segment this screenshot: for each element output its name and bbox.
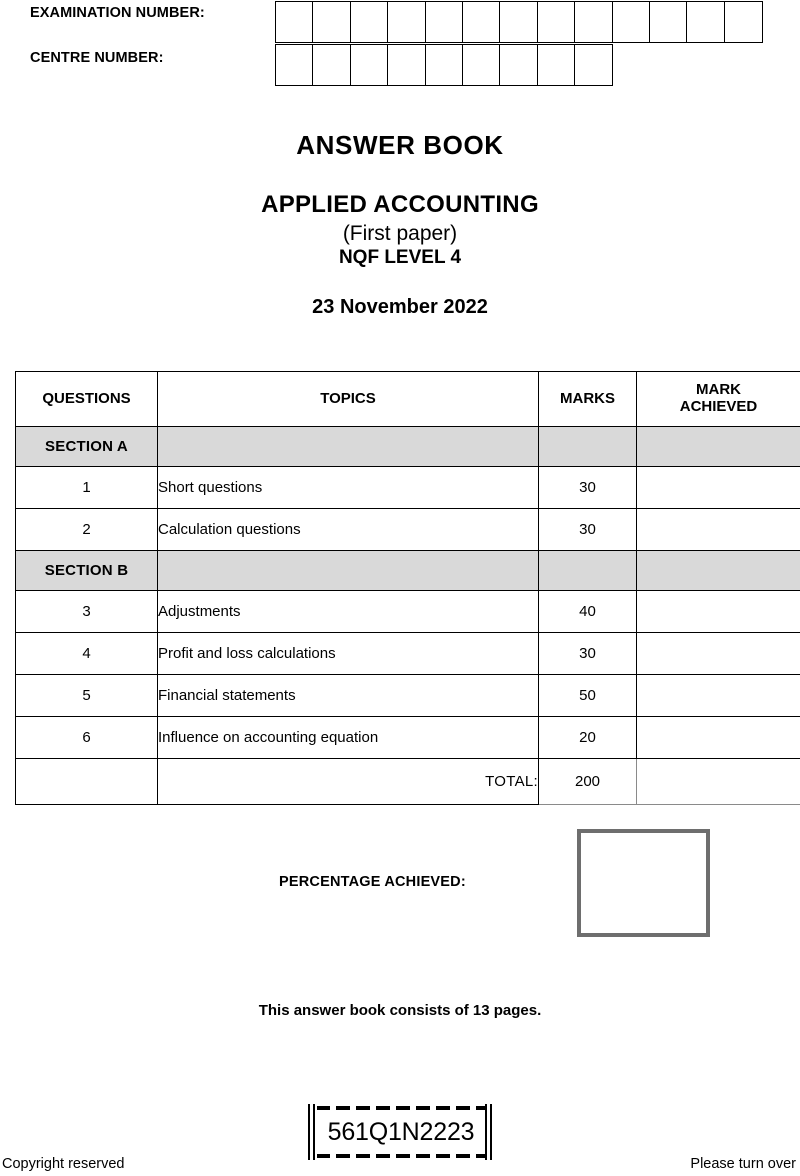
marks-value — [539, 427, 637, 467]
mark-achieved-cell[interactable] — [637, 633, 800, 675]
turn-over-notice: Please turn over — [690, 1156, 796, 1172]
header-mark-achieved-line1: MARK — [696, 381, 741, 399]
percentage-achieved-label: PERCENTAGE ACHIEVED: — [279, 874, 466, 890]
examination-number-cell[interactable] — [350, 1, 389, 43]
mark-achieved-cell[interactable] — [637, 427, 800, 467]
examination-number-cell[interactable] — [499, 1, 538, 43]
nqf-level-label: NQF LEVEL 4 — [338, 246, 462, 268]
section-label: SECTION A — [16, 427, 158, 467]
page-footer — [0, 1150, 800, 1172]
topic-label: Short questions — [158, 467, 539, 509]
centre-number-cell[interactable] — [350, 44, 389, 86]
barcode-top-dashes — [316, 1106, 486, 1110]
mark-achieved-cell[interactable] — [637, 717, 800, 759]
centre-number-cell[interactable] — [499, 44, 538, 86]
marks-value — [539, 551, 637, 591]
centre-number-label: CENTRE NUMBER: — [30, 50, 164, 66]
section-header-row — [16, 427, 800, 467]
paper-subtitle: (First paper) — [342, 221, 458, 245]
table-row — [16, 633, 800, 675]
total-label: TOTAL: — [158, 759, 539, 805]
examination-number-cell[interactable] — [387, 1, 426, 43]
topic-label: Calculation questions — [158, 509, 539, 551]
marks-value: 50 — [539, 675, 637, 717]
total-empty-cell — [16, 759, 158, 805]
marks-value: 30 — [539, 633, 637, 675]
table-row — [16, 717, 800, 759]
header-mark-achieved — [637, 372, 800, 427]
centre-number-cell[interactable] — [462, 44, 501, 86]
barcode-code-text: 561Q1N2223 — [322, 1112, 480, 1152]
examination-number-cell[interactable] — [312, 1, 351, 43]
examination-number-cell[interactable] — [574, 1, 613, 43]
total-achieved-cell[interactable] — [637, 759, 800, 805]
table-row — [16, 467, 800, 509]
examination-number-cell[interactable] — [275, 1, 314, 43]
marks-value: 30 — [539, 509, 637, 551]
percentage-achieved-block — [0, 829, 800, 939]
section-label: SECTION B — [16, 551, 158, 591]
mark-achieved-cell[interactable] — [637, 509, 800, 551]
examination-number-cell[interactable] — [612, 1, 651, 43]
question-number: 1 — [16, 467, 158, 509]
total-marks-value: 200 — [539, 759, 637, 805]
mark-achieved-cell[interactable] — [637, 675, 800, 717]
topic-label: Financial statements — [158, 675, 539, 717]
exam-date: 23 November 2022 — [312, 295, 488, 318]
centre-number-cell[interactable] — [537, 44, 576, 86]
examination-number-boxes[interactable] — [275, 1, 761, 43]
examination-number-cell[interactable] — [686, 1, 725, 43]
centre-number-boxes[interactable] — [275, 44, 612, 86]
topic-label: Influence on accounting equation — [158, 717, 539, 759]
header-marks: MARKS — [539, 372, 637, 427]
section-header-row — [16, 551, 800, 591]
examination-number-cell[interactable] — [724, 1, 763, 43]
table-row — [16, 509, 800, 551]
answer-book-title: ANSWER BOOK — [296, 130, 504, 160]
centre-number-cell[interactable] — [387, 44, 426, 86]
marks-value: 20 — [539, 717, 637, 759]
copyright-notice: Copyright reserved — [2, 1156, 125, 1172]
examination-number-cell[interactable] — [462, 1, 501, 43]
header-mark-achieved-line2: ACHIEVED — [679, 398, 758, 415]
header-topics: TOPICS — [158, 372, 539, 427]
centre-number-cell[interactable] — [275, 44, 314, 86]
question-number: 6 — [16, 717, 158, 759]
table-row — [16, 591, 800, 633]
mark-achieved-cell[interactable] — [637, 467, 800, 509]
topic-label: Adjustments — [158, 591, 539, 633]
question-number: 5 — [16, 675, 158, 717]
mark-achieved-cell[interactable] — [637, 591, 800, 633]
subject-title: APPLIED ACCOUNTING — [261, 191, 539, 218]
identification-block — [0, 0, 800, 100]
pages-count-note: This answer book consists of 13 pages. — [258, 1002, 542, 1019]
percentage-achieved-box[interactable] — [577, 829, 710, 937]
topic-label — [158, 427, 539, 467]
table-header-row — [16, 372, 800, 427]
centre-number-cell[interactable] — [312, 44, 351, 86]
examination-number-cell[interactable] — [649, 1, 688, 43]
examination-number-label: EXAMINATION NUMBER: — [30, 5, 205, 21]
total-row — [16, 759, 800, 805]
question-number: 2 — [16, 509, 158, 551]
marks-value: 40 — [539, 591, 637, 633]
question-number: 3 — [16, 591, 158, 633]
marks-summary-table — [15, 371, 800, 805]
centre-number-cell[interactable] — [425, 44, 464, 86]
examination-number-cell[interactable] — [425, 1, 464, 43]
header-questions: QUESTIONS — [16, 372, 158, 427]
centre-number-cell[interactable] — [574, 44, 613, 86]
title-block — [0, 130, 800, 319]
examination-number-cell[interactable] — [537, 1, 576, 43]
marks-value: 30 — [539, 467, 637, 509]
topic-label — [158, 551, 539, 591]
topic-label: Profit and loss calculations — [158, 633, 539, 675]
mark-achieved-cell[interactable] — [637, 551, 800, 591]
question-number: 4 — [16, 633, 158, 675]
table-row — [16, 675, 800, 717]
